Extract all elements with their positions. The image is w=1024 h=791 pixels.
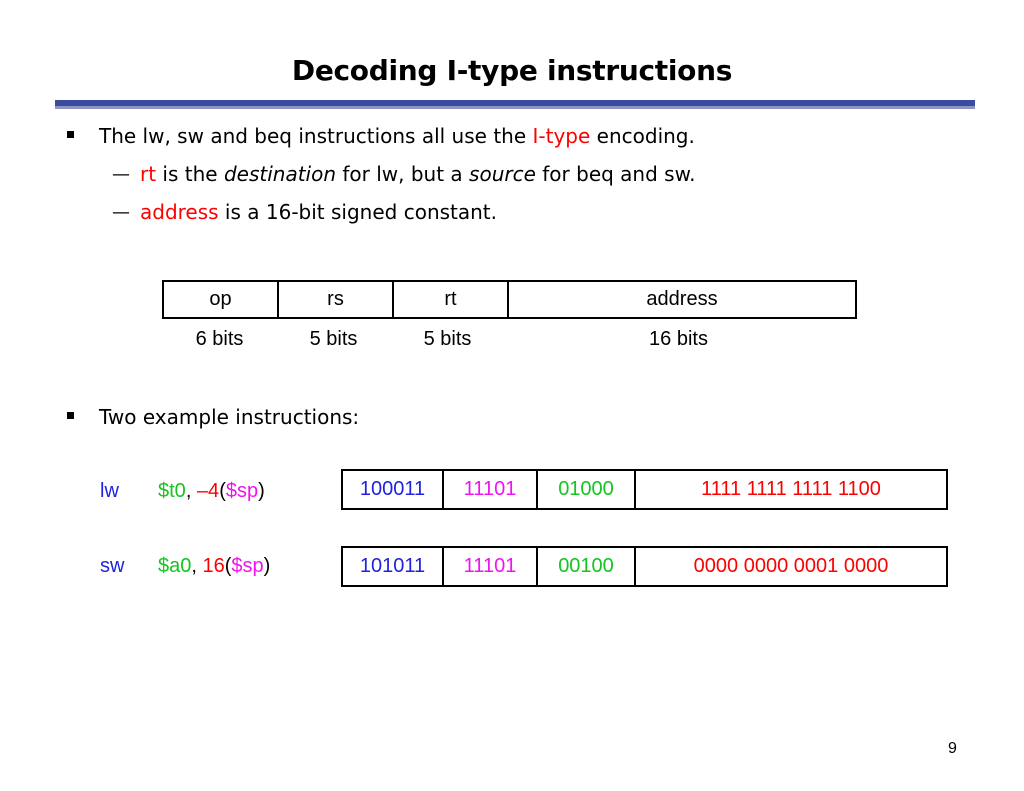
destination-term: destination: [223, 162, 337, 186]
enc-address: 0000 0000 0001 0000: [635, 547, 947, 586]
paren: ): [263, 555, 271, 577]
paren: ): [258, 480, 265, 502]
bits-address: 16 bits: [649, 328, 708, 350]
example-lw-operands: [158, 480, 265, 503]
field-op: op: [163, 281, 278, 318]
base-register: $sp: [231, 555, 264, 577]
bits-op: 6 bits: [195, 328, 244, 350]
comma: ,: [185, 480, 197, 502]
example-sw-operands: [158, 555, 270, 578]
dash-icon: —: [112, 202, 130, 223]
field-rt: rt: [393, 281, 508, 318]
slide-title: Decoding I-type instructions: [291, 54, 733, 87]
bullet-square-icon: [67, 412, 74, 419]
bullet-itype: [99, 124, 695, 148]
address-term: address: [140, 200, 219, 224]
sub-text: is the: [156, 162, 224, 186]
enc-op: 101011: [342, 547, 443, 586]
enc-rs: 11101: [443, 547, 537, 586]
field-address: address: [508, 281, 856, 318]
paren: (: [219, 480, 226, 502]
enc-op: 100011: [342, 470, 443, 509]
page-number: 9: [948, 740, 957, 757]
sub-text: for lw, but a: [336, 162, 470, 186]
itype-highlight: I-type: [532, 124, 591, 148]
sub-bullet-rt: [140, 162, 695, 186]
bullet-square-icon: [67, 131, 74, 138]
itype-format-table: [162, 280, 857, 319]
rt-register: $a0: [158, 555, 192, 577]
offset: –4: [196, 480, 220, 502]
bits-rt: 5 bits: [423, 328, 472, 350]
comma: ,: [191, 555, 203, 577]
base-register: $sp: [225, 480, 259, 502]
example-sw-encoding: [341, 546, 948, 587]
bits-rs: 5 bits: [309, 328, 358, 350]
sub-text: is a 16-bit signed constant.: [218, 200, 498, 224]
example-sw-mnemonic: sw: [100, 555, 125, 577]
source-term: source: [469, 162, 536, 186]
sub-text: for beq and sw.: [535, 162, 696, 186]
rt-term: rt: [140, 162, 157, 186]
title-rule-shadow: [55, 106, 975, 109]
paren: (: [224, 555, 232, 577]
enc-rt: 01000: [537, 470, 635, 509]
bullet-text-end: encoding.: [590, 124, 695, 148]
bullet-text: The lw, sw and beq instructions all use the: [99, 124, 533, 148]
rt-register: $t0: [158, 480, 186, 502]
enc-rs: 11101: [443, 470, 537, 509]
offset: 16: [202, 555, 225, 577]
example-lw-encoding: [341, 469, 948, 510]
dash-icon: —: [112, 164, 130, 185]
bullet-examples: Two example instructions:: [99, 405, 360, 429]
field-rs: rs: [278, 281, 393, 318]
enc-address: 1111 1111 1111 1100: [635, 470, 947, 509]
sub-bullet-address: [140, 200, 497, 224]
example-lw-mnemonic: lw: [100, 480, 119, 502]
enc-rt: 00100: [537, 547, 635, 586]
